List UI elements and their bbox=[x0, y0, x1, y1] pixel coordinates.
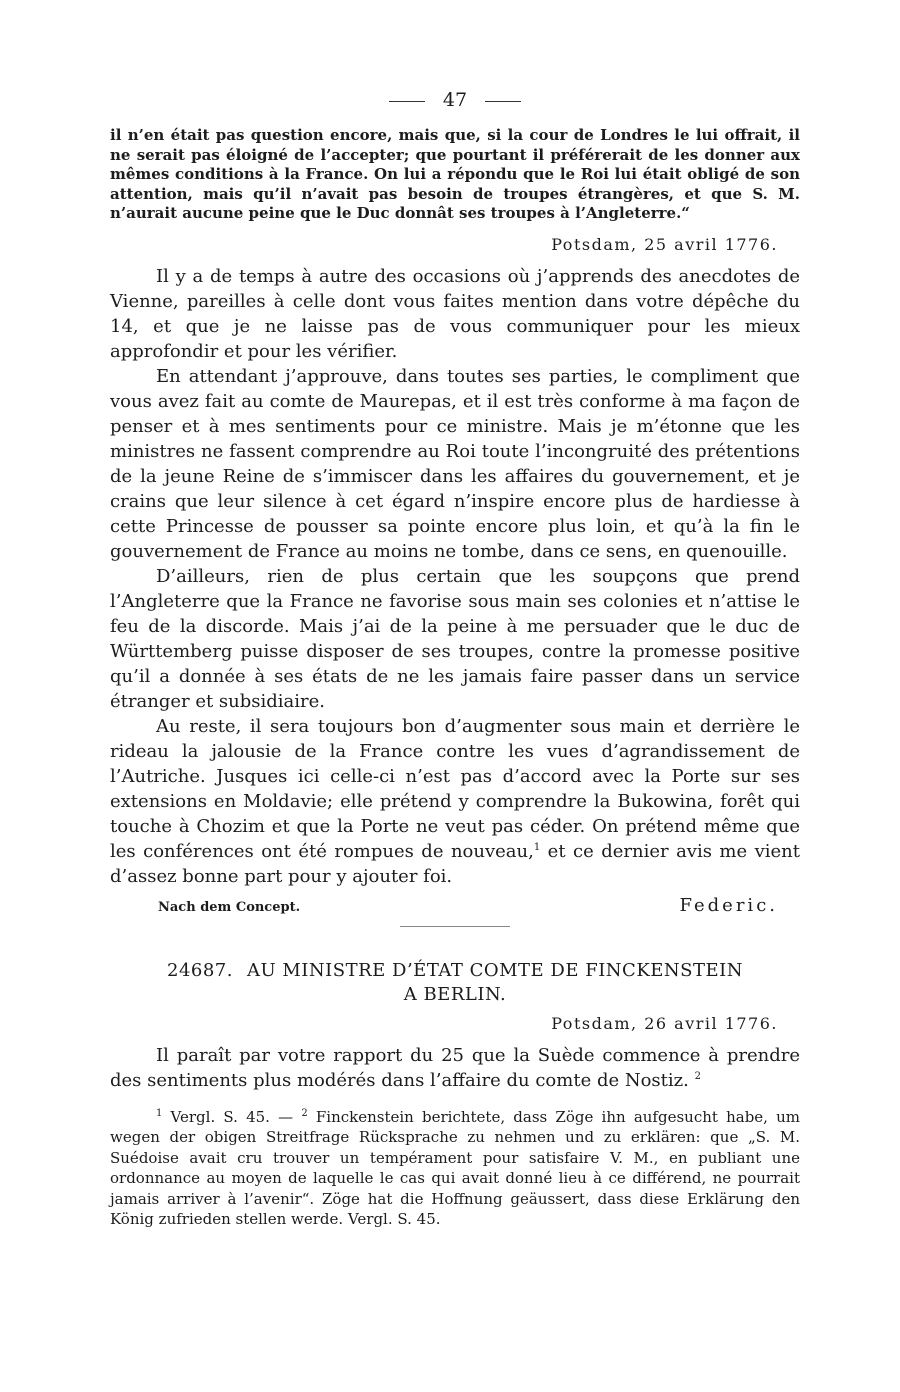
footnote-reference-2: 2 bbox=[694, 1070, 701, 1082]
document-page bbox=[110, 88, 800, 1230]
paragraph-5-text: Il paraît par votre rapport du 25 que la Suède commence à prendre des sentiments plus modérés dans l’affaire du comte de Nostiz. bbox=[110, 1044, 800, 1091]
paragraph-4-tail: et ce dernier avis me vient d’assez bonne part pour y ajouter foi. bbox=[110, 840, 801, 887]
letter-addressee: AU MINISTRE D’ÉTAT COMTE DE FINCKENSTEIN bbox=[246, 959, 743, 981]
letter-body bbox=[110, 264, 800, 889]
footnote-reference-1: 1 bbox=[533, 841, 541, 853]
paragraph-3: D’ailleurs, rien de plus certain que les soupçons que prend l’Angleterre que la France ne favorise sous main ses colonies et n’attise le feu de la discorde. Mais j’ai de la peine à me persuader que le duc de Württemberg puisse disposer de ses troupes, contre la promesse positive qu’il a donnée à ses états de ne les jamais faire passer dans un service étranger et subsidiaire. bbox=[110, 565, 800, 712]
signature: Federic. bbox=[679, 894, 778, 916]
letter-heading-line-1 bbox=[110, 959, 800, 983]
page-number: 47 bbox=[442, 89, 468, 111]
paragraph-4 bbox=[110, 714, 800, 889]
footnote-1-text: Vergl. S. 45. — bbox=[162, 1107, 302, 1126]
quoted-report-excerpt: il n’en était pas question encore, mais que, si la cour de Londres le lui offrait, il ne serait pas éloigné de l’accepter; que pourtant il préférerait de les donner aux mêmes conditions à la France. On lui a répondu que le Roi lui était obligé de son attention, mais qu’il n’avait pas besoin de troupes étrangères, et que S. M. n’aurait aucune peine que le Duc donnât ses troupes à l’Angleterre.“ bbox=[110, 126, 800, 222]
section-divider bbox=[400, 926, 510, 927]
footnotes bbox=[110, 1107, 800, 1230]
paragraph-4-text: Au reste, il sera toujours bon d’augmenter sous main et derrière le rideau la jalousie de la France contre les vues d’agrandissement de l’Autriche. Jusques ici celle-ci n’est pas d’accord avec la Porte sur ses extensions en Moldavie; elle prétend y comprendre la Bukowina, forêt qui touche à Chozim et que la Porte ne veut pas céder. On prétend même que les conférences ont été rompues de nouveau, bbox=[110, 715, 800, 862]
letter-number: 24687. bbox=[167, 959, 233, 981]
letter-heading-line-2: A BERLIN. bbox=[403, 983, 507, 1005]
footnote-2-mark: 2 bbox=[301, 1107, 308, 1119]
dateline-first-letter: Potsdam, 25 avril 1776. bbox=[551, 234, 778, 254]
footnote-block bbox=[110, 1107, 800, 1230]
header-rule-left bbox=[389, 101, 425, 102]
page-header bbox=[110, 88, 800, 112]
source-note: Nach dem Concept. bbox=[158, 899, 301, 915]
closing-row bbox=[110, 895, 800, 916]
paragraph-1: Il y a de temps à autre des occasions où j’apprends des anecdotes de Vienne, pareilles à celle dont vous faites mention dans votre dépêche du 14, et que je ne laisse pas de vous communiquer pour les mieux approfondir et pour les vérifier. bbox=[110, 265, 800, 362]
footnote-2-text: Finckenstein berichtete, dass Zöge ihn aufgesucht habe, um wegen der obigen Streitfrage Rücksprache zu nehmen und zu erklären: que „S. M. Suédoise avait cru trouver un tempérament pour satisfaire V. M., en publiant une ordonnance au moyen de laquelle le cas qui avait donné lieu à ce différend, ne pourrait jamais arriver à l’avenir“. Zöge hat die Hoffnung geäussert, dass diese Erklärung den König zufrieden stellen werde. Vergl. S. 45. bbox=[110, 1107, 801, 1228]
paragraph-5 bbox=[110, 1043, 800, 1093]
letter-heading bbox=[110, 959, 800, 1007]
second-letter-body bbox=[110, 1043, 800, 1093]
footnote-1-mark: 1 bbox=[156, 1107, 163, 1119]
header-rule-right bbox=[485, 101, 521, 102]
paragraph-2: En attendant j’approuve, dans toutes ses parties, le compliment que vous avez fait au comte de Maurepas, et il est très conforme à ma façon de penser et à mes sentiments pour ce ministre. Mais je m’étonne que les ministres ne fassent comprendre au Roi toute l’incongruité des prétentions de la jeune Reine de s’immiscer dans les affaires du gouvernement, et je crains que leur silence à cet égard n’inspire encore plus de hardiesse à cette Princesse de pousser sa pointe encore plus loin, et qu’à la fin le gouvernement de France au moins ne tombe, dans ce sens, en quenouille. bbox=[110, 365, 800, 562]
dateline-second-letter: Potsdam, 26 avril 1776. bbox=[551, 1013, 778, 1033]
